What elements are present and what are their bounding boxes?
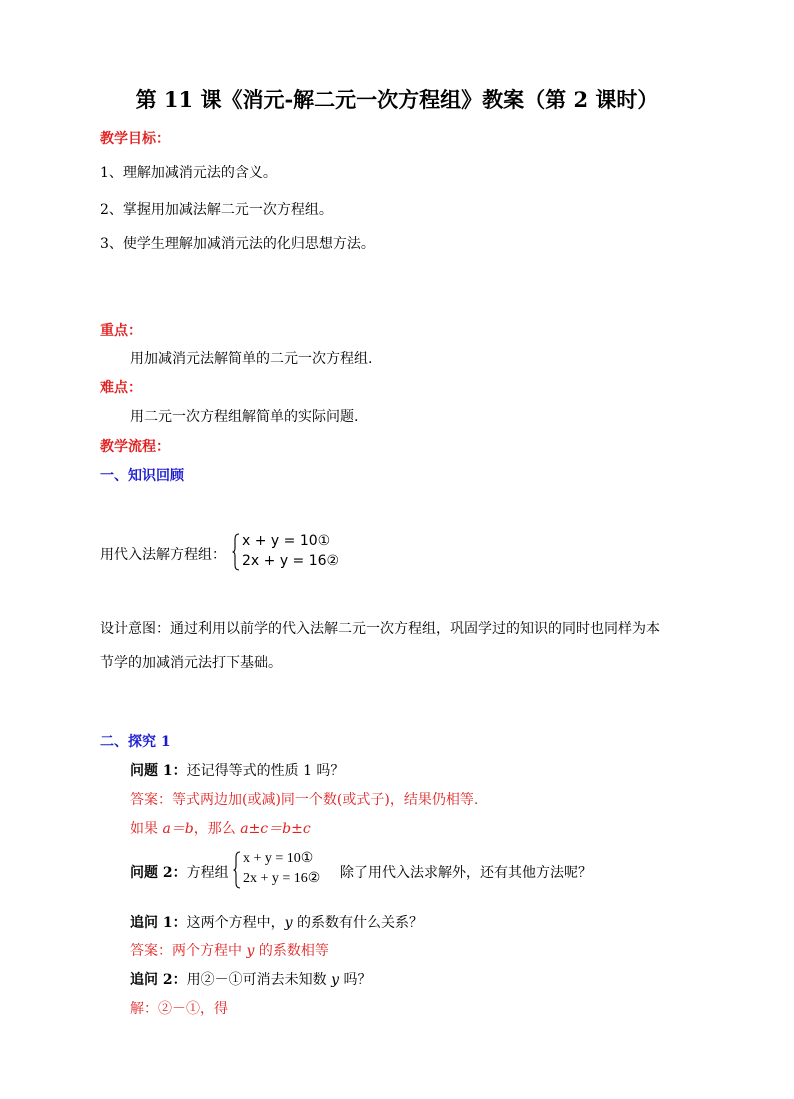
question-1-text: 还记得等式的性质 1 吗？: [186, 763, 345, 779]
section1-heading: 一、知识回顾: [100, 468, 184, 484]
system1-equation-1: x + y = 10①: [242, 533, 331, 549]
follow-up-1-text-a: 这两个方程中，: [186, 915, 285, 931]
follow-up-1-answer-b: 的系数相等: [254, 943, 329, 959]
rule-condition: a＝b: [162, 821, 194, 837]
page-title: 第 11 课《消元-解二元一次方程组》教案（第 2 课时）: [135, 87, 659, 112]
left-brace-icon: [233, 851, 240, 887]
follow-up-1: [130, 912, 423, 932]
solution-start: 解：②－①，得: [130, 1001, 228, 1017]
question-1-label: 问题 1：: [130, 763, 187, 779]
section1-prompt: 用代入法解方程组：: [100, 547, 226, 563]
follow-up-1-var: y: [284, 915, 293, 931]
rule-prefix: 如果: [130, 821, 163, 837]
question-2-prefix: [130, 862, 229, 882]
objectives-heading: 教学目标：: [100, 131, 170, 147]
key-point-text: 用加减消元法解简单的二元一次方程组.: [130, 351, 373, 367]
follow-up-1-text-b: 的系数有什么关系？: [292, 915, 423, 931]
process-heading: 教学流程：: [100, 439, 170, 455]
key-point-heading: 重点：: [100, 323, 142, 339]
design-intent-line-2: 节学的加减消元法打下基础。: [100, 655, 282, 671]
question-2-label: 问题 2：: [130, 865, 187, 881]
section2-heading: 二、探究 1: [100, 734, 171, 750]
system2-equation-1: x + y = 10①: [243, 851, 314, 866]
equation-system-1: [232, 532, 339, 570]
question-1: [130, 760, 344, 780]
system2-equation-2: 2x + y = 16②: [243, 871, 321, 886]
follow-up-2: [130, 969, 371, 989]
system1-equation-2: 2x + y = 16②: [242, 553, 340, 569]
follow-up-2-text-a: 用②－①可消去未知数: [186, 972, 332, 988]
question-2-suffix: 除了用代入法求解外，还有其他方法呢？: [340, 865, 592, 881]
equation-system-2: [233, 850, 320, 888]
answer-1-rule: [130, 818, 311, 838]
objective-item-2: 2、掌握用加减法解二元一次方程组。: [100, 202, 333, 218]
follow-up-2-text-b: 吗？: [339, 972, 372, 988]
objective-item-1: 1、理解加减消元法的含义。: [100, 165, 277, 181]
difficulty-heading: 难点：: [100, 380, 142, 396]
follow-up-1-answer-var: y: [246, 943, 255, 959]
follow-up-1-answer: [130, 940, 329, 960]
question-2-prefix-text: 方程组: [186, 865, 229, 881]
difficulty-text: 用二元一次方程组解简单的实际问题.: [130, 409, 359, 425]
follow-up-1-label: 追问 1：: [130, 915, 187, 931]
follow-up-2-var: y: [331, 972, 339, 988]
follow-up-2-label: 追问 2：: [130, 972, 187, 988]
follow-up-1-answer-a: 答案：两个方程中: [130, 943, 247, 959]
answer-1: 答案：等式两边加(或减)同一个数(或式子)，结果仍相等.: [130, 792, 479, 808]
objective-item-3: 3、使学生理解加减消元法的化归思想方法。: [100, 236, 375, 252]
rule-result: a±c＝b±c: [240, 821, 311, 837]
left-brace-icon: [232, 533, 239, 569]
design-intent-line-1: 设计意图：通过利用以前学的代入法解二元一次方程组，巩固学过的知识的同时也同样为本: [100, 621, 660, 637]
rule-mid: ，那么: [193, 821, 241, 837]
